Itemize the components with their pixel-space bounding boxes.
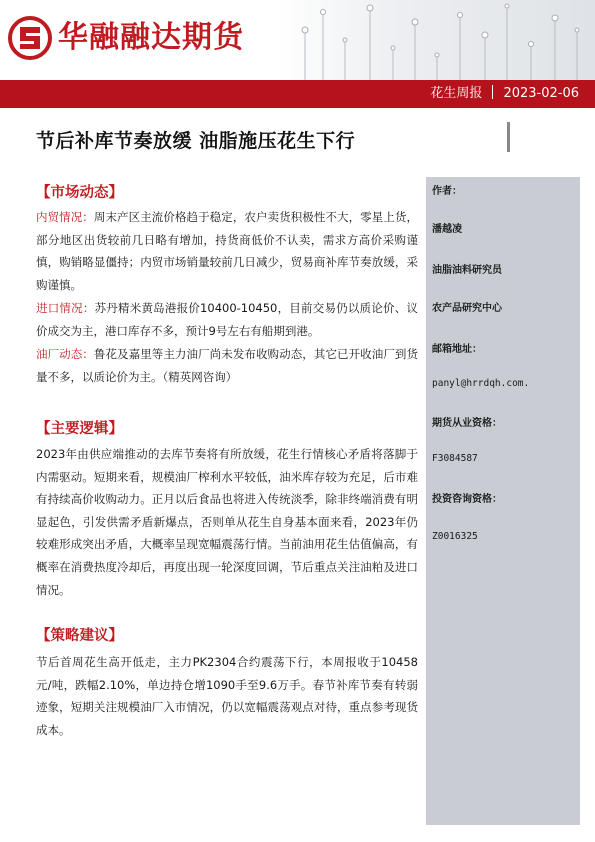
strategy-paragraph: 节后首周花生高开低走，主力PK2304合约震荡下行，本周报收于10458元/吨，跌幅2.10%，单边持仓增1090手至9.6万手。春节补库节奏有转弱迹象，短期关注规模油厂入市情况，仍以宽幅震荡观点对待，重点参考现货成本。 [36, 655, 418, 737]
author-name: 潘越凌 [432, 224, 462, 235]
market-item-label: 内贸情况： [36, 210, 94, 224]
separator [492, 85, 493, 99]
research-center: 农产品研究中心 [432, 303, 502, 314]
futures-cert-label: 期货从业资格： [432, 418, 502, 429]
page-title: 节后补库节奏放缓 油脂施压花生下行 [36, 130, 356, 152]
market-item-label: 进口情况： [36, 301, 95, 315]
section-heading-market: 【市场动态】 [36, 185, 123, 201]
consult-cert-number: Z0016325 [432, 531, 478, 542]
market-item-mills [36, 343, 418, 388]
market-item-domestic [36, 206, 418, 296]
report-info [430, 80, 579, 108]
company-logo-icon [8, 16, 52, 60]
report-type: 花生周报 [430, 86, 483, 101]
market-item-text: 鲁花及嘉里等主力油厂尚未发布收购动态，其它已开收油厂到货量不多，以质论价为主。（精英网咨询） [36, 347, 418, 384]
title-divider [507, 122, 510, 152]
logic-paragraph: 2023年由供应端推动的去库节奏将有所放缓，花生行情核心矛盾将落脚于内需驱动。短期来看，规模油厂榨利水平较低，油米库存较为充足，后市难有持续高价收购动力。正月以后食品也将进入传统淡季，除非终端消费有明显起色，引发供需矛盾新爆点，否则单从花生自身基本面来看，2023年仍较难形成突出矛盾，大概率呈现宽幅震荡行情。当前油用花生估值偏高，有概率在消费热度冷却后，再度出现一轮深度回调，节后重点关注油粕及进口情况。 [36, 447, 418, 597]
author-department: 油脂油料研究员 [432, 265, 502, 276]
consult-cert-label: 投资咨询资格： [432, 494, 502, 505]
author-sidebar [426, 177, 580, 825]
email-label: 邮箱地址： [432, 344, 482, 355]
market-item-text: 周末产区主流价格趋于稳定，农户卖货积极性不大，零星上货，部分地区出货较前几日略有增加，持货商低价不认卖，需求方高价采购谨慎，购销略显僵持；内贸市场销量较前几日减少，贸易商补库节奏放缓，采购谨慎。 [36, 210, 418, 292]
email-address: panyl@hrrdqh.com. [432, 378, 530, 389]
page-header [0, 0, 595, 80]
header-decoration [275, 0, 595, 80]
report-info-bar [0, 80, 595, 108]
section-heading-logic: 【主要逻辑】 [36, 421, 123, 437]
report-date: 2023-02-06 [503, 86, 579, 101]
section-heading-strategy: 【策略建议】 [36, 628, 123, 644]
company-name: 华融融达期货 [58, 20, 244, 55]
author-label: 作者： [432, 186, 462, 197]
market-item-label: 油厂动态： [36, 347, 94, 361]
market-item-import [36, 297, 418, 342]
futures-cert-number: F3084587 [432, 453, 478, 464]
market-item-text: 苏丹精米黄岛港报价10400-10450，目前交易仍以质论价、议价成交为主，港口库存不多，预计9号左右有船期到港。 [36, 301, 418, 338]
